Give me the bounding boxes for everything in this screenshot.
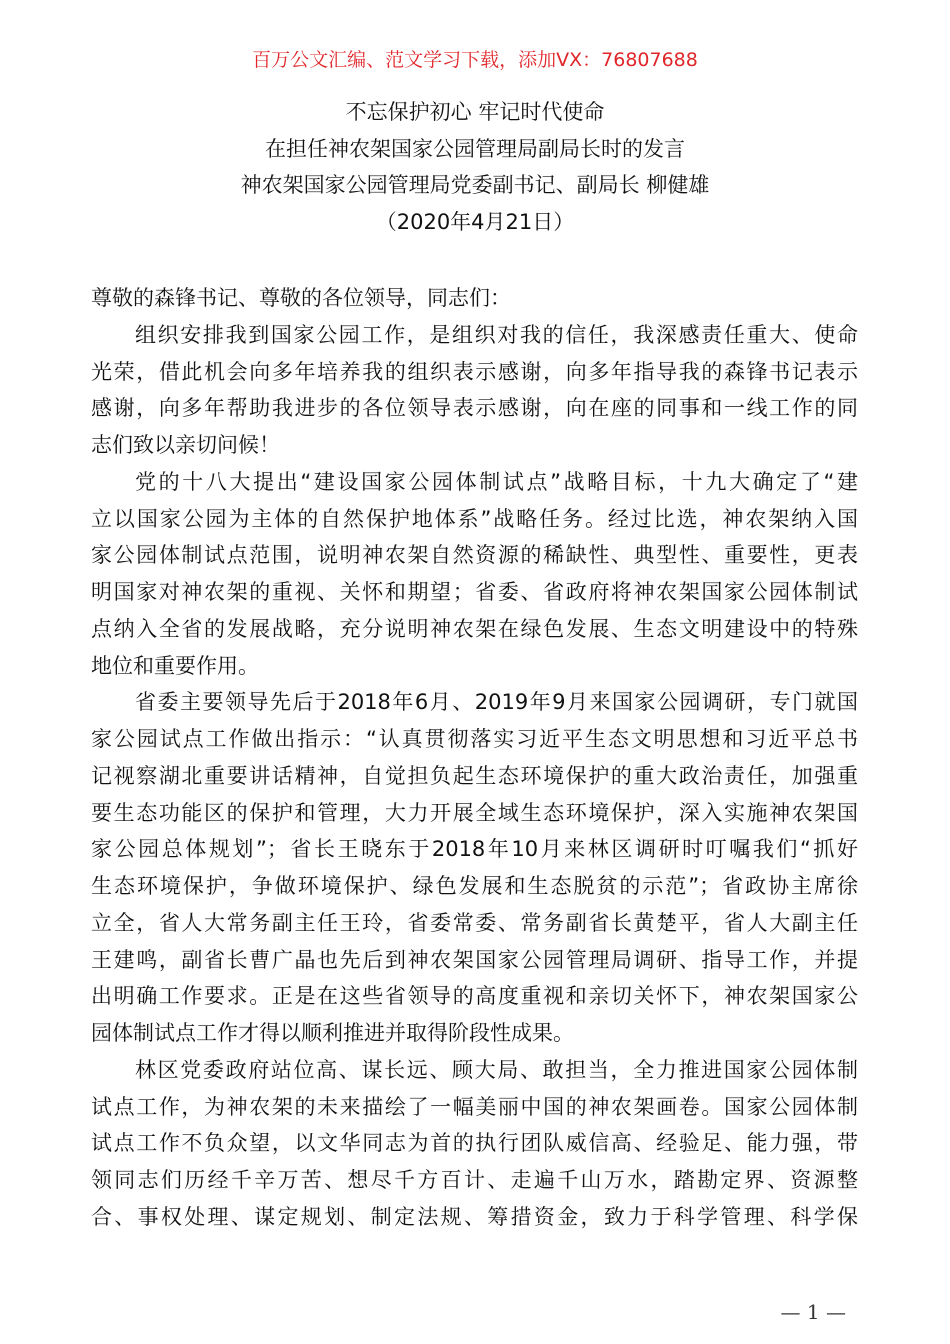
text-line: 明国家对神农架的重视、关怀和期望；省委、省政府将神农架国家公园体制试 — [91, 580, 858, 604]
text-line: 家公园体制试点范围，说明神农架自然资源的稀缺性、典型性、重要性，更表 — [91, 543, 858, 568]
title-date: （2020年4月21日） — [375, 210, 575, 234]
document-body — [91, 280, 858, 1236]
text-line: 光荣，借此机会向多年培养我的组织表示感谢，向多年指导我的森锋书记表示 — [91, 359, 858, 384]
page-number: — 1 — — [780, 1300, 846, 1324]
text-line: 试点工作不负众望，以文华同志为首的执行团队威信高、经验足、能力强，带 — [91, 1131, 858, 1156]
text-line: 志们致以亲切问候！ — [91, 433, 280, 457]
text-line: 组织安排我到国家公园工作，是组织对我的信任，我深感责任重大、使命 — [135, 322, 858, 347]
text-line: 王建鸣，副省长曹广晶也先后到神农架国家公园管理局调研、指导工作，并提 — [91, 947, 858, 972]
title-author: 神农架国家公园管理局党委副书记、副局长 柳健雄 — [240, 173, 710, 197]
text-line: 感谢，向多年帮助我进步的各位领导表示感谢，向在座的同事和一线工作的同 — [91, 396, 858, 421]
title-subtitle: 在担任神农架国家公园管理局副局长时的发言 — [265, 137, 685, 161]
text-line: 点纳入全省的发展战略，充分说明神农架在绿色发展、生态文明建设中的特殊 — [91, 616, 858, 641]
text-line: 林区党委政府站位高、谋长远、顾大局、敢担当，全力推进国家公园体制 — [135, 1057, 858, 1082]
text-line: 家公园试点工作做出指示：“认真贯彻落实习近平生态文明思想和习近平总书 — [91, 727, 858, 751]
text-line: 尊敬的森锋书记、尊敬的各位领导，同志们： — [91, 286, 511, 310]
text-line: 立全，省人大常务副主任王玲，省委常委、常务副省长黄楚平，省人大副主任 — [91, 910, 858, 935]
text-line: 试点工作，为神农架的未来描绘了一幅美丽中国的神农架画卷。国家公园体制 — [91, 1094, 858, 1119]
text-line: 地位和重要作用。 — [91, 653, 259, 678]
text-line: 领同志们历经千辛万苦、想尽千方百计、走遍千山万水，踏勘定界、资源整 — [91, 1168, 858, 1192]
text-line: 园体制试点工作才得以顺利推进并取得阶段性成果。 — [91, 1021, 574, 1045]
text-line: 合、事权处理、谋定规划、制定法规、筹措资金，致力于科学管理、科学保 — [91, 1204, 858, 1229]
text-line: 党的十八大提出“建设国家公园体制试点”战略目标，十九大确定了“建 — [135, 469, 858, 494]
text-line: 出明确工作要求。正是在这些省领导的高度重视和亲切关怀下，神农架国家公 — [91, 984, 858, 1009]
text-line: 家公园总体规划”；省长王晓东于2018年10月来林区调研时叮嘱我们“抓好 — [91, 837, 858, 862]
text-line: 省委主要领导先后于2018年6月、2019年9月来国家公园调研，专门就国 — [135, 690, 858, 715]
text-line: 记视察湖北重要讲话精神，自觉担负起生态环境保护的重大政治责任，加强重 — [91, 763, 858, 788]
text-line: 要生态功能区的保护和管理，大力开展全域生态环境保护，深入实施神农架国 — [91, 800, 858, 825]
title-main: 不忘保护初心 牢记时代使命 — [345, 100, 605, 124]
watermark-banner: 百万公文汇编、范文学习下载，添加VX：76807688 — [252, 49, 698, 71]
text-line: 立以国家公园为主体的自然保护地体系”战略任务。经过比选，神农架纳入国 — [91, 506, 858, 531]
text-line: 生态环境保护，争做环境保护、绿色发展和生态脱贫的示范”；省政协主席徐 — [91, 874, 858, 898]
